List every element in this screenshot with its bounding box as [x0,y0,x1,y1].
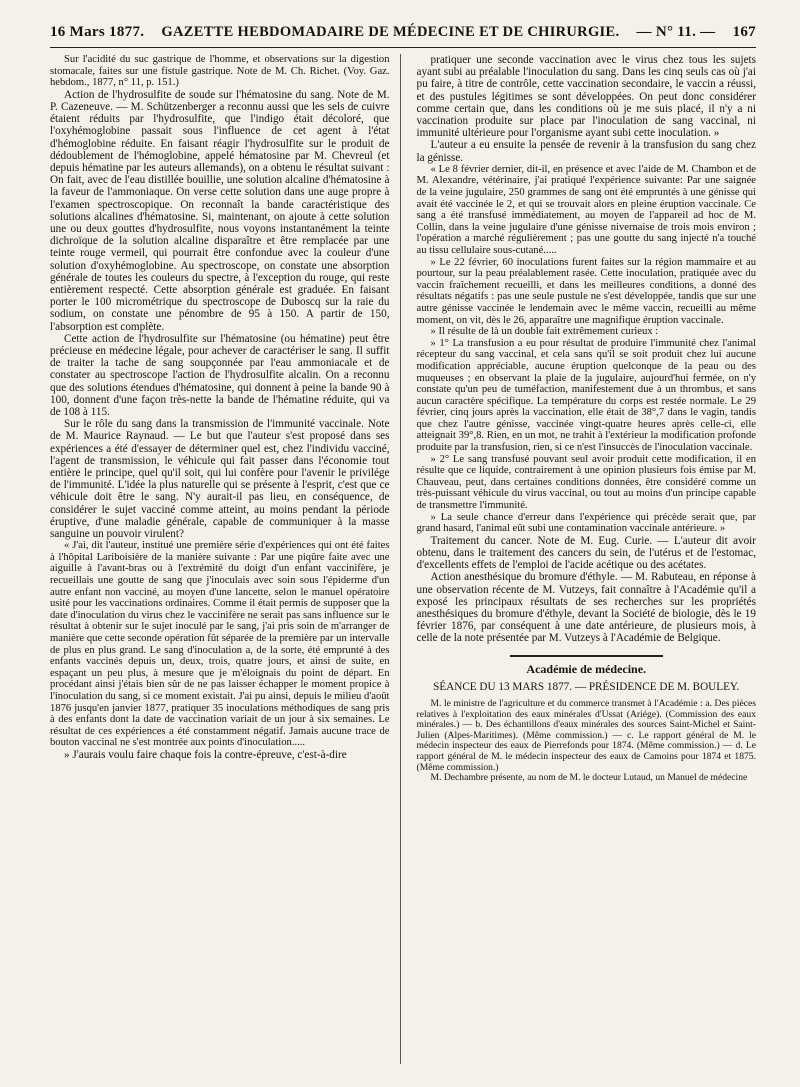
right-column [415,54,757,1064]
paragraph-raynaud-experiments: « J'ai, dit l'auteur, institué une première série d'expériences qui ont été faites à l'hôpital Lariboisière de la manière suivante : Par une piqûre faite avec une aiguille à l'avant-bras ou à l'extrémité du doigt d'un enfant vaccinifère, je recueillais une goutte de sang que j'inoculais avec soin sous l'épiderme d'un autre enfant non vacciné, au moyen d'une lancette, selon le manuel opératoire usité pour les vaccinations ordinaires. Comme il était permis de supposer que la date d'inoculation du virus chez le vaccinifère ne serait pas sans influence sur le résultat à obtenir sur le sujet inoculé par le sang, j'ai pris soin de m'arranger de manière que cette seconde opération fût séparée de la première par un intervalle de plus en plus grand. Le sang d'inoculation a, de la sorte, été emprunté à des enfants vaccinés depuis un, deux, trois, quatre jours, et ainsi de suite, en espaçant un peu plus, à mesure que je m'éloignais du point de départ. En procédant ainsi j'étais bien sûr de ne pas laisser échapper le moment propice à l'inoculation du sang, si ce moment existait. J'ai pu ainsi, depuis le milieu d'août 1876 jusqu'en janvier 1877, pratiquer 35 inoculations méthodiques de sang pris à des enfants dont la date de vaccination variait de un jour à six semaines. Le résultat de ces expériences a été constamment négatif. Jamais aucune trace de bouton vaccinal ne s'est montrée aux points d'inoculation..... [50,540,390,749]
paragraph-raynaud-note: Sur le rôle du sang dans la transmission de l'immunité vaccinale. Note de M. Maurice Raynaud. — Le but que l'auteur s'est proposé dans ses expériences a été d'essayer de déterminer quel est, chez l'individu vacciné, l'agent de transmission, le véhicule qui fait passer dans l'économie tout entière le principe, quel qu'il soit, qui lui confère pour l'avenir le privilége de l'immunité. L'idée la plus naturelle qui se présente à l'esprit, c'est que ce véhicule doit être le sang. N'y aurait-il pas lieu, en conséquence, de considérer le sujet vacciné comme atteint, au moins pendant la période éruptive, d'une maladie générale, capable de communiquer à la masse sanguine un pouvoir virulent? [50,418,390,541]
paragraph-error-chance: » La seule chance d'erreur dans l'expérience qui précède serait que, par grand hasard, l'animal eût subi une contamination vaccinale antérieure. » [416,511,756,535]
paragraph-richet-note: Sur l'acidité du suc gastrique de l'homme, et observations sur la digestion stomacale, faites sur une fistule gastrique. Note de M. Ch. Richet. (Voy. Gaz. hebdom., 1877, n° 11, p. 151.) [50,54,390,89]
paragraph-minister-correspondence: M. le ministre de l'agriculture et du commerce transmet à l'Académie : a. Des pièces relatives à l'exploitation des eaux minérales d'Ussat (Ariége). (Commission des eaux minérales.) — b. Des échantillons d'eaux minérales des sources Saint-Michel et Saint-Julien (Alpes-Maritimes). (Même commission.) — c. Le rapport général de M. le médecin inspecteur des eaux de Pierrefonds pour 1874. (Même commission.) — d. Le rapport général de M. le médecin inspecteur des eaux de Camoins pour 1874 et 1875. (Même commission.) [416,698,756,773]
two-column-body [50,54,756,1064]
header-journal-title: GAZETTE HEBDOMADAIRE DE MÉDECINE ET DE CHIRURGIE. [161,24,620,40]
header-date: 16 Mars 1877. [50,24,145,40]
paragraph-ethyl-bromide: Action anesthésique du bromure d'éthyle. — M. Rabuteau, en réponse à une observation récente de M. Vutzeys, fait connaître à l'Académie qu'il a exposé les principaux résultats de ses recherches sur les propriétés anesthésiques du bromure d'éthyle, devant la Société de biologie, dès le 19 février 1876, par conséquent à une date antérieure, de plusieurs mois, à celle de la note présentée par M. Vutzeys à l'Académie de Belgique. [416,571,756,645]
paragraph-cazeneuve-note: Action de l'hydrosulfite de soude sur l'hématosine du sang. Note de M. P. Cazeneuve. — M. Schützenberger a reconnu aussi que les sels de cuivre étaient réduits par l'hydrosulfite, que l'indigo était décoloré, que l'oxyhémoglobine passait sous l'influence de cet agent à l'état d'hémoglobine réduite. En faisant réagir l'hydrosulfite sur le produit de dédoublement de l'hémoglobine, appelé hématosine par M. Chevreul (et depuis hématine par les auteurs allemands), on a obtenu le résultat suivant : On fait, avec de l'eau distillée bouillie, une solution alcaline d'hématosine à la faveur de l'ammoniaque. On verse cette solution dans une auge propre à l'examen spectroscopique. On reconnaît la bande caractéristique des solutions alcalines d'hématosine. Si, maintenant, on ajoute à cette solution une ou deux gouttes d'hydrosulfite, nous voyons instantanément la teinte dichroïque de la solution alcaline disparaître et être remplacée par une teinte rouge vermeil, qui pourrait être confondue avec la couleur d'une solution d'oxyhémoglobine. Au spectroscope, on constate une absorption générale de toutes les couleurs du spectre, à l'exception du rouge, qui reste entièrement respecté. Cette absorption générale est graduée. En faisant porter le 100 micrométrique du spectroscope de Duboscq sur la raie du sodium, on constate une pénombre de 95 à 150. A partir de 150, l'absorption est complète. [50,88,390,333]
running-header [50,24,756,48]
paragraph-february-22: » Le 22 février, 60 inoculations furent faites sur la région mammaire et au pourtour, sur la peau préalablement rasée. Cette inoculation, pratiquée avec du vaccin fraîchement recueilli, et dans les meilleures conditions, a donné des résultats négatifs : pas une seule pustule ne s'est développée, tandis que sur une autre génisse vaccinée le lendemain avec le même vaccin, recueilli au même moment, on vit, dès le 26, apparaître une magnifique éruption vaccinale. [416,256,756,326]
header-page-number: 167 [732,24,756,40]
paragraph-hematine-legal: Cette action de l'hydrosulfite sur l'hématosine (ou hématine) peut être précieuse en médecine légale, pour achever de caractériser le sang. Il suffit de traiter la tache de sang soupçonnée par l'eau ammoniacale et de constater au spectroscope l'action de l'hydrosulfite alcalin. On a reconnu que des solutions étendues d'hématosine, qui donnent à peine la bande 90 à 100, donnent d'une façon très-nette la bande de l'hématine réduite, qui va de 108 à 115. [50,332,390,419]
session-heading: SÉANCE DU 13 MARS 1877. — PRÉSIDENCE DE M. BOULEY. [433,680,740,693]
academy-heading: Académie de médecine. [526,661,647,676]
paragraph-raynaud-counterproof: » J'aurais voulu faire chaque fois la contre-épreuve, c'est-à-dire [64,748,347,761]
paragraph-cancer-treatment: Traitement du cancer. Note de M. Eug. Curie. — L'auteur dit avoir obtenu, dans le traitement des cancers du sein, de l'utérus et de l'estomac, d'excellents effets de l'emploi de l'acide acétique ou des acétates. [416,534,756,572]
paragraph-immunity-result: » 1° La transfusion a eu pour résultat de produire l'immunité chez l'animal récepteur du sang vaccinal, et cela sans qu'il se soit produit chez lui aucune modification appréciable, aucune éruption quelconque de la peau ou des muqueuses ; en observant la plaie de la jugulaire, aujourd'hui fermée, on n'y constate qu'un peu de tuméfaction, manifestement due à un thrombus, et sans aucun caractère spécifique. La température du corps est restée normale. Le 29 février, cinq jours après la vaccination, elle était de 38°,7 dans le vagin, tandis que chez l'autre génisse, vaccinée vingt-quatre heures après celle-ci, elle atteignait 39°,8. Rien, en un mot, ne trahit à l'extérieur la modification profonde produite par la transfusion, rien, si ce n'est l'insuccès de l'inoculation vaccinale. [416,337,756,454]
paragraph-dechambre: M. Dechambre présente, au nom de M. le docteur Lutaud, un Manuel de médecine [430,772,748,784]
left-column [50,54,401,1064]
section-divider [510,655,663,657]
paragraph-february-8: « Le 8 février dernier, dit-il, en présence et avec l'aide de M. Chambon et de M. Alexandre, vétérinaire, j'ai pratiqué l'expérience suivante: Par une saignée de la veine jugulaire, 250 grammes de sang ont été empruntés à une génisse qui avait été vaccinée le 2, et qui se trouvait alors en pleine éruption vaccinale. Ce sang a été transfusé immédiatement, au moyen de l'appareil ad hoc de M. Collin, dans la veine jugulaire d'une génisse nivernaise de trois mois environ ; l'opération a marché régulièrement ; pas une goutte du sang injecté n'a touché au tissu cellulaire sous-cutané..... [416,163,756,256]
paragraph-second-vaccination: pratiquer une seconde vaccination avec le virus chez tous les sujets ayant subi au préalable l'inoculation du sang. Dans les cinq seuls cas où j'ai pu faire, à titre de contrôle, cette vaccination secondaire, le vaccin a réussi, et des pustules légitimes se sont développées. On peut donc considérer comme certain que, dans les conditions où je me suis placé, il n'y a ni vaccination produite sur place par l'inoculation de sang vaccinal, ni immunité ultérieure pour l'organisme ayant subi cette inoculation. » [416,54,756,140]
paragraph-transfusion-intro: L'auteur a eu ensuite la pensée de revenir à la transfusion du sang chez la génisse. [416,139,756,164]
header-issue: — N° 11. — [636,24,716,40]
paragraph-transfused-blood: » 2° Le sang transfusé pouvant seul avoir produit cette modification, il en résulte que ce liquide, contrairement à une opinion plusieurs fois émise par M. Chauveau, peut, dans certaines conditions données, être considéré comme un très-puissant véhicule du virus vaccinal, ou tout au moins d'un principe capable de transmettre l'immunité. [416,453,756,512]
paragraph-double-fact: » Il résulte de là un double fait extrêmement curieux : [430,326,659,338]
